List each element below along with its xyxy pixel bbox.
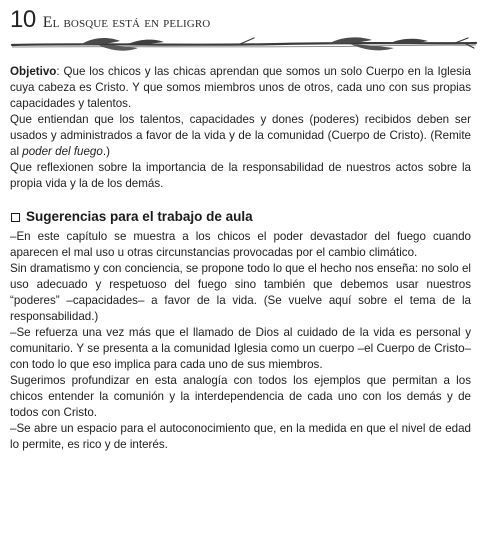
suggestions-heading <box>10 208 471 226</box>
checkbox-icon <box>11 213 20 222</box>
objective-paragraph-2-end: .) <box>102 145 110 158</box>
objective-paragraph-1-text: : Que los chicos y las chicas aprendan que somos un solo Cuerpo en la Iglesia cuya cabeza es Cristo. Y que somos miembros unos de otros, cada uno con sus propias capacidades y talentos. <box>10 65 471 110</box>
suggestions-heading-text: Sugerencias para el trabajo de aula <box>26 209 253 224</box>
objective-paragraph-2-emphasis: poder del fuego <box>22 145 103 158</box>
objective-paragraph-1 <box>10 64 471 112</box>
suggestions-paragraph: Sugerimos profundizar en esta analogía con todos los ejemplos que permitan a los chicos entender la comunión y la interdependencia de cada uno con los demás y de todos con Cristo. <box>10 374 471 419</box>
objective-paragraph-2 <box>10 112 471 160</box>
suggestions-paragraph: –Se abre un espacio para el autoconocimiento que, en la medida en que el nivel de edad lo permite, es rico y de interés. <box>10 422 471 451</box>
objective-label: Objetivo <box>10 65 57 78</box>
leaf-right-2 <box>350 44 394 50</box>
suggestions-section <box>10 229 471 453</box>
suggestions-paragraph: –En este capítulo se muestra a los chicos el poder devastador del fuego cuando aparecen el mal uso u otras circunstancias provocadas por el cambio climático. <box>10 230 471 259</box>
objective-paragraph-2-text: Que entiendan que los talentos, capacidades y dones (poderes) recibidos deben ser usados y administrados a favor de la vida y de la comunidad (Cuerpo de Cristo). (Remite al <box>10 113 471 158</box>
leaf-left-2 <box>98 45 138 51</box>
chapter-header <box>10 6 471 34</box>
chapter-title: El bosque está en peligro <box>42 14 211 31</box>
suggestions-paragraph: Sin dramatismo y con conciencia, se propone todo lo que el hecho nos enseña: no solo el uso adecuado y respetuoso del fuego sino también que debemos usar nuestros “poderes” –capacidades– a favor de la vida. (Se vuelve aquí sobre el tema de la responsabilidad.) <box>10 262 471 323</box>
chapter-number: 10 <box>10 6 36 33</box>
twig-1 <box>240 38 254 44</box>
leaf-left-3 <box>128 40 164 44</box>
objective-paragraph-3: Que reflexionen sobre la importancia de la responsabilidad de nuestros actos sobre la propia vida y la de los demás. <box>10 161 471 190</box>
suggestions-paragraph: –Se refuerza una vez más que el llamado de Dios al cuidado de la vida es personal y comunitario. Y se presenta a la comunidad Iglesia como un cuerpo –el Cuerpo de Cristo– con todo lo que eso implica para cada uno de sus miembros. <box>10 326 471 371</box>
objective-section <box>10 64 471 192</box>
